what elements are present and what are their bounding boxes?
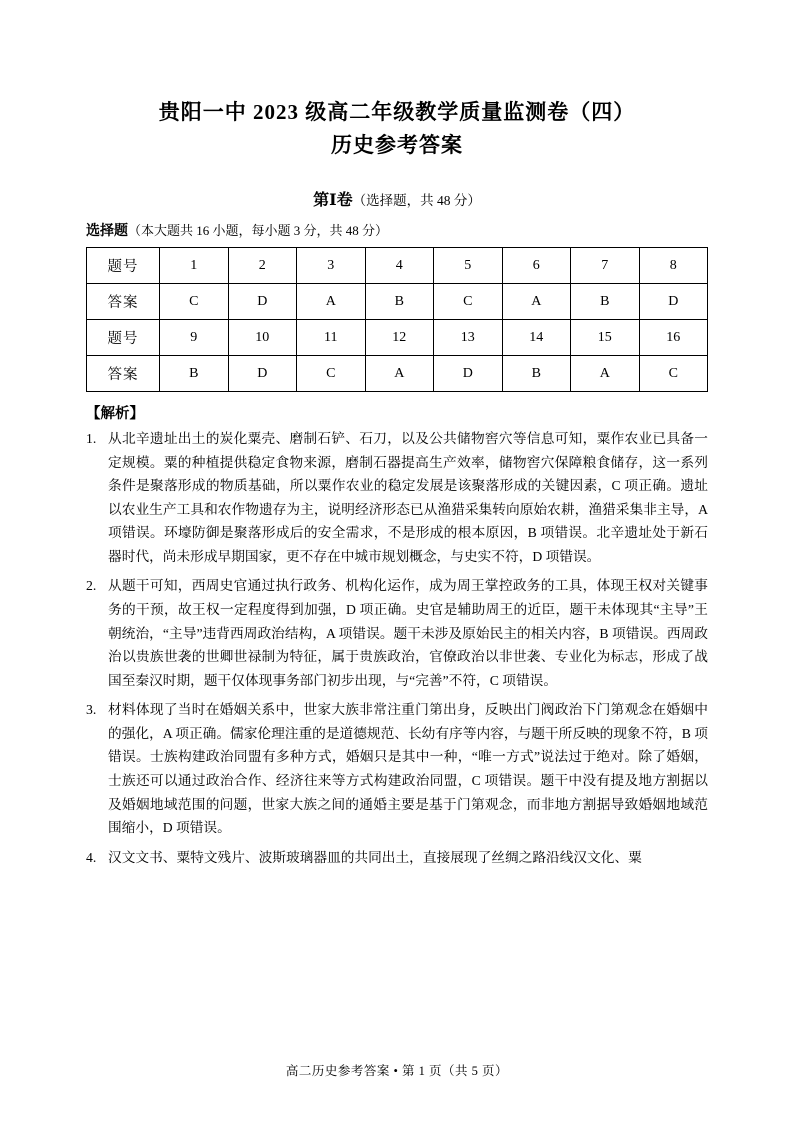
answer-table [86, 247, 708, 392]
table-cell: D [228, 356, 297, 392]
table-cell: 12 [365, 320, 434, 356]
table-cell: 15 [571, 320, 640, 356]
page-footer: 高二历史参考答案 • 第 1 页（共 5 页） [285, 1064, 509, 1078]
item-text: 材料体现了当时在婚姻关系中，世家大族非常注重门第出身，反映出门阀政治下门第观念在婚姻中的强化，A 项正确。儒家伦理注重的是道德规范、长幼有序等内容，与题干所反映的现象不符，B 项错误。士族构建政治同盟有多种方式，婚姻只是其中一种，“唯一方式”说法过于绝对。除了婚姻，士族还可以通过政治合作、经济往来等方式构建政治同盟，C 项错误。题干中没有提及地方割据以及婚姻地域范围的问题，世家大族之间的通婚主要是基于门第观念，而非地方割据导致婚姻地域范围缩小，D 项错误。 [108, 702, 708, 836]
table-row [87, 320, 708, 356]
table-cell: C [160, 284, 229, 320]
item-number: 1. [86, 431, 97, 447]
section-heading-note: （选择题，共 48 分） [352, 193, 481, 209]
table-cell: B [502, 356, 571, 392]
row-label: 答案 [87, 356, 160, 392]
row-label: 答案 [87, 284, 160, 320]
table-row [87, 356, 708, 392]
list-item [86, 574, 708, 692]
table-cell: B [160, 356, 229, 392]
table-cell: A [365, 356, 434, 392]
item-number: 2. [86, 578, 97, 594]
item-text: 从题干可知，西周史官通过执行政务、机构化运作，成为周王掌控政务的工具，体现王权对关键事务的干预，故王权一定程度得到加强，D 项正确。史官是辅助周王的近臣，题干未体现其“主导”王朝统治，“主导”违背西周政治结构，A 项错误。题干未涉及原始民主的相关内容，B 项错误。西周政治以贵族世袭的世卿世禄制为特征，属于贵族政治，官僚政治以非世袭、专业化为标志，形成了战国至秦汉时期，题干仅体现事务部门初步出现，与“完善”不符，C 项错误。 [108, 578, 708, 688]
table-cell: C [297, 356, 366, 392]
list-item [86, 427, 708, 568]
table-cell: 1 [160, 248, 229, 284]
page-subtitle: 历史参考答案 [331, 132, 463, 157]
table-cell: 16 [639, 320, 708, 356]
title-block [86, 96, 708, 161]
list-item [86, 698, 708, 839]
row-label: 题号 [87, 248, 160, 284]
table-cell: 8 [639, 248, 708, 284]
table-cell: A [571, 356, 640, 392]
analysis-list [86, 427, 708, 869]
item-number: 4. [86, 849, 97, 865]
page-title: 贵阳一中 2023 级高二年级教学质量监测卷（四） [158, 100, 636, 124]
table-cell: 9 [160, 320, 229, 356]
table-cell: 13 [434, 320, 503, 356]
table-cell: B [571, 284, 640, 320]
item-text: 从北辛遗址出土的炭化粟壳、磨制石铲、石刀，以及公共储物窖穴等信息可知，粟作农业已具备一定规模。粟的种植提供稳定食物来源，磨制石器提高生产效率，储物窖穴保障粮食储存，这一系列条件是聚落形成的物质基础，所以粟作农业的稳定发展是该聚落形成的关键因素，C 项正确。遗址以农业生产工具和农作物遗存为主，说明经济形态已从渔猎采集转向原始农耕，渔猎采集非主导，A 项错误。环壕防御是聚落形成后的安全需求，不是形成的根本原因，B 项错误。北辛遗址处于新石器时代，尚未形成早期国家，更不存在中城市规划概念，与史实不符，D 项错误。 [108, 431, 708, 564]
table-cell: D [639, 284, 708, 320]
subsection-label: 选择题 [86, 224, 128, 240]
table-cell: 14 [502, 320, 571, 356]
table-cell: C [639, 356, 708, 392]
table-cell: B [365, 284, 434, 320]
table-cell: 5 [434, 248, 503, 284]
table-cell: 2 [228, 248, 297, 284]
table-cell: 6 [502, 248, 571, 284]
table-cell: 10 [228, 320, 297, 356]
analysis-label: 【解析】 [86, 406, 144, 423]
subsection-heading [86, 220, 708, 240]
table-cell: 7 [571, 248, 640, 284]
subsection-note: （本大题共 16 小题，每小题 3 分，共 48 分） [128, 223, 389, 239]
table-row [87, 284, 708, 320]
table-cell: D [434, 356, 503, 392]
table-cell: 3 [297, 248, 366, 284]
section-heading-main: 第Ⅰ卷 [313, 192, 353, 210]
table-cell: D [228, 284, 297, 320]
table-row [87, 248, 708, 284]
item-text: 汉文文书、粟特文残片、波斯玻璃器皿的共同出土，直接展现了丝绸之路沿线汉文化、粟 [108, 849, 642, 865]
table-cell: 4 [365, 248, 434, 284]
table-cell: C [434, 284, 503, 320]
table-cell: 11 [297, 320, 366, 356]
row-label: 题号 [87, 320, 160, 356]
table-cell: A [297, 284, 366, 320]
item-number: 3. [86, 702, 97, 718]
list-item [86, 846, 708, 870]
table-cell: A [502, 284, 571, 320]
section-heading [86, 187, 708, 210]
